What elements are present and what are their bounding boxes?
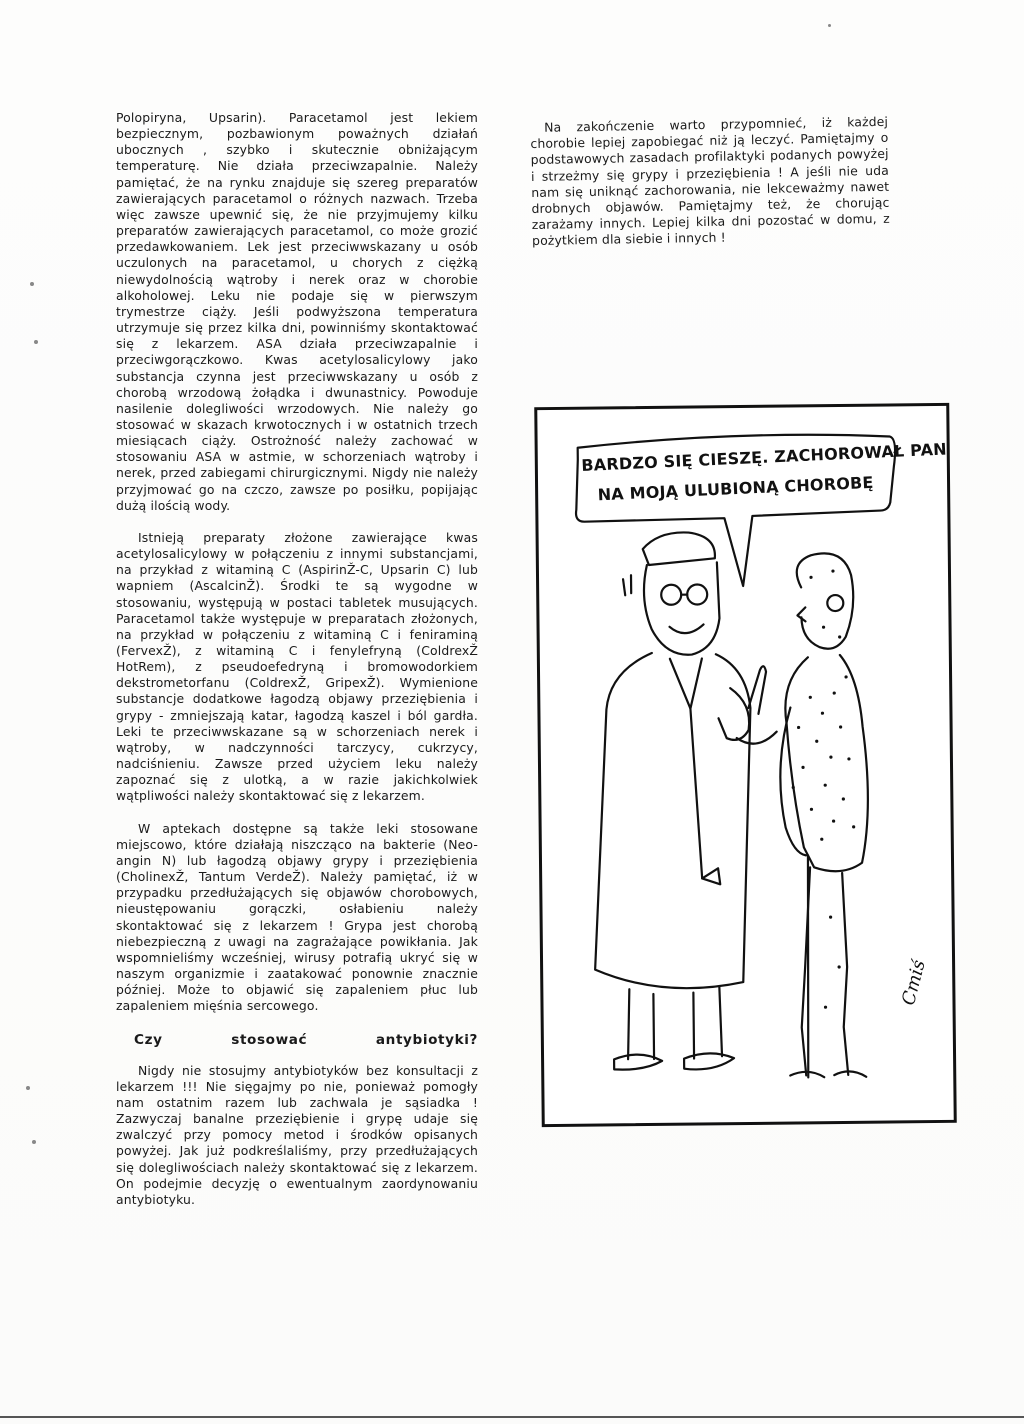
heading-word-3: antybiotyki? [375, 1032, 478, 1049]
doctor-arm [718, 688, 749, 740]
patient-head [797, 553, 854, 649]
right-column [530, 114, 890, 250]
paragraph-local-medicines: W aptekach dostępne są także leki stosowane miejscowo, które działają niszcząco na bakterie (Neo-angin N) lub łagodzą objawy grypy i przeziębienia (CholinexŽ, Tantum VerdeŽ). Należy pamiętać, iż w przypadku przedłużających się objawów chorobowych, nieustępowaniu gorączki, osłabieniu należy skontaktować się z lekarzem ! Grypa jest chorobą niebezpieczną z uwagi na zagrażające powikłania. Jak wspomnieliśmy wcześniej, wirusy potrafią ukryć się w naszym organizmie i zaatakować ponownie znacznie później. Może to objawić się zapaleniem płuc lub zapaleniem mięśnia sercowego. [116, 820, 478, 1014]
paragraph-combined-preparations: Istnieją preparaty złożone zawierające kwas acetylosalicylowy w połączeniu z innymi substancjami, na przykład z witaminą C (AspirinŽ-C, Upsarin C) lub wapniem (AscalcinŽ). Środki te są wygodne w stosowaniu, występują w postaci tabletek musujących. Paracetamol także występuje w preparatach złożonych, na przykład w połączeniu z witaminą C i feniraminą (FervexŽ), z witaminą C i fenylefryną (ColdrexŽ HotRem), z pseudoefedryną i bromowodorkiem dekstrometorfanu (ColdrexŽ, GripexŽ). Wymienione substancje dodatkowe łagodzą objawy przeziębienia i grypy - zmniejszają katar, łagodzą kaszel i ból gardła. Leki te przeciwwskazane są w schorzeniach nerek i wątroby, w nadczynności tarczycy, cukrzycy, nadciśnieniu. Zawsze przed użyciem leku należy zapoznać się z ulotką, a w razie jakichkolwiek wątpliwości należy skontaktować się z lekarzem. [116, 529, 478, 804]
paragraph-antibiotics: Nigdy nie stosujmy antybiotyków bez konsultacji z lekarzem !!! Nie sięgajmy po nie, ponieważ pomogły nam ostatnim razem lub zachwala je sąsiadka ! Zazwyczaj banalne przeziębienie i grypę udaje się zwalczyć przy pomocy metod i środków opisanych powyżej. Jak już podkreślaliśmy, przy przedłużających się dolegliwościach należy skontaktować się z lekarzem. On podejmie decyzję o ewentualnym zaordynowaniu antybiotyku. [116, 1062, 478, 1207]
patient-body [785, 655, 869, 872]
doctor-cap [643, 532, 715, 565]
doctor-shoe-right [684, 1053, 734, 1069]
doctor-head [644, 562, 720, 655]
paragraph-paracetamol-asa: Polopiryna, Upsarin). Paracetamol jest lekiem bezpiecznym, pozbawionym poważnych działań ubocznych , szybko i skutecznie obniżającym temperaturę. Nie działa przeciwzapalnie. Należy pamiętać, że na rynku znajduje się szereg preparatów zawierających paracetamol o różnych nazwach. Trzeba więc zawsze upewnić się, że nie przyjmujemy kilku preparatów zawierających paracetamol, co może grozić przedawkowaniem. Lek jest przeciwwskazany u osób uczulonych na paracetamol, u chorych z ciężką niewydolnością wątroby i nerek oraz w chorobie alkoholowej. Leku nie podaje się w pierwszym trymestrze ciąży. Jeśli podwyższona temperatura utrzymuje się przez kilka dni, powinniśmy skontaktować się z lekarzem. ASA działa przeciwzapalnie i przeciwgorączkowo. Kwas acetylosalicylowy jako substancja czynna jest przeciwwskazany u osób z chorobą wrzodową żołądka i dwunastnicy. Powoduje nasilenie dolegliwości wrzodowych. Nie należy go stosować w skazach krwotocznych i w ostatnich trzech miesiącach ciąży. Ostrożność należy zachować w stosowaniu ASA w astmie, w schorzeniach wątroby i nerek, przed zabiegami chirurgicznymi. Nigdy nie należy przyjmować go na czczo, zawsze po posiłku, popijając dużą ilością wody. [116, 110, 478, 513]
cartoon-frame [534, 403, 957, 1127]
doctor-coat [592, 652, 754, 989]
doctor-glasses-right [687, 584, 707, 604]
cartoon-signature: Cmiś [898, 957, 930, 1008]
doctor-smile [670, 624, 704, 633]
section-heading-antibiotics [134, 1032, 478, 1048]
paragraph-conclusion: Na zakończenie warto przypomnieć, iż każdej chorobie lepiej zapobiegać niż ją leczyć. Pamiętajmy o podstawowych zasadach profilaktyki podanych powyżej i strzeżmy się grypy i przeziębienia ! A jeśli nie uda nam się uniknąć zachorowania, nie lekceważmy nawet drobnych objawów. Pamiętajmy też, że chorując zarażamy innych. Lepiej kilka dni pozostać w domu, z pożytkiem dla siebie i innych ! [530, 113, 890, 249]
caption-line-1: BARDZO SIĘ CIESZĘ. ZACHOROWAŁ PAN [580, 439, 948, 476]
left-column [116, 110, 478, 1208]
doctor-glasses-left [661, 585, 681, 605]
scan-bottom-edge [0, 1416, 1024, 1418]
heading-word-1: Czy [134, 1032, 163, 1049]
cartoon-drawing [537, 406, 953, 1124]
heading-word-2: stosować [231, 1032, 308, 1049]
caption-line-2: NA MOJĄ ULUBIONĄ CHOROBĘ [597, 472, 874, 505]
doctor-shoe-left [614, 1054, 662, 1069]
patient-glasses [827, 595, 843, 611]
